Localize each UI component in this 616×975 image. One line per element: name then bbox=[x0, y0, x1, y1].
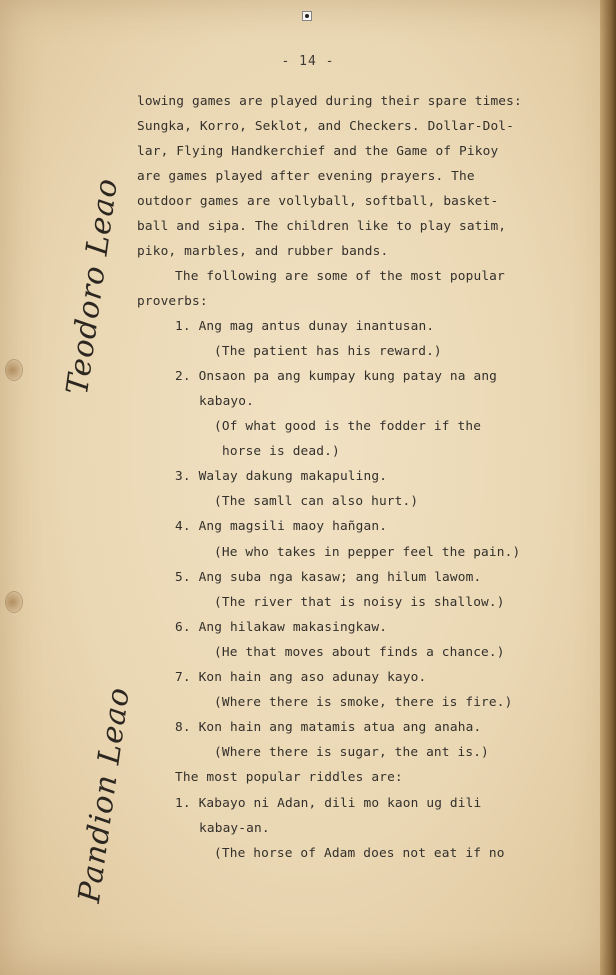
text-line: outdoor games are vollyball, softball, basket- bbox=[137, 194, 499, 209]
proverb-item: 5. Ang suba nga kasaw; ang hilum lawom. bbox=[175, 570, 482, 585]
proverb-translation: (The samll can also hurt.) bbox=[214, 494, 419, 509]
text-line: proverbs: bbox=[137, 294, 208, 309]
text-line: The following are some of the most popular bbox=[175, 269, 505, 284]
proverb-item: 7. Kon hain ang aso adunay kayo. bbox=[175, 670, 427, 685]
binding-marker bbox=[302, 11, 312, 21]
proverb-item: 8. Kon hain ang matamis atua ang anaha. bbox=[175, 720, 482, 735]
proverb-translation: (Of what good is the fodder if the bbox=[214, 419, 482, 434]
riddle-item: kabay-an. bbox=[199, 821, 270, 836]
text-line: lar, Flying Handkerchief and the Game of Pikoy bbox=[137, 144, 499, 159]
punch-hole-bottom bbox=[6, 592, 22, 612]
punch-hole-top bbox=[6, 360, 22, 380]
proverb-translation: (The patient has his reward.) bbox=[214, 344, 442, 359]
proverb-item: 2. Onsaon pa ang kumpay kung patay na ang bbox=[175, 369, 498, 384]
proverb-item: 4. Ang magsili maoy hañgan. bbox=[175, 519, 388, 534]
riddle-item: 1. Kabayo ni Adan, dili mo kaon ug dili bbox=[175, 796, 482, 811]
proverb-item: 3. Walay dakung makapuling. bbox=[175, 469, 388, 484]
proverb-translation: (He who takes in pepper feel the pain.) bbox=[214, 545, 521, 560]
text-line: The most popular riddles are: bbox=[175, 770, 403, 785]
proverb-translation: (Where there is smoke, there is fire.) bbox=[214, 695, 513, 710]
proverb-translation: horse is dead.) bbox=[222, 444, 340, 459]
signature-top: Teodoro Leao bbox=[60, 175, 126, 397]
proverb-item: 1. Ang mag antus dunay inantusan. bbox=[175, 319, 435, 334]
page-number: - 14 - bbox=[281, 54, 335, 69]
riddle-translation: (The horse of Adam does not eat if no bbox=[214, 846, 505, 861]
proverb-translation: (Where there is sugar, the ant is.) bbox=[214, 745, 489, 760]
text-line: Sungka, Korro, Seklot, and Checkers. Dollar-Dol- bbox=[137, 119, 515, 134]
text-line: ball and sipa. The children like to play satim, bbox=[137, 219, 507, 234]
signature-bottom: Pandion Leao bbox=[72, 684, 137, 905]
proverb-translation: (The river that is noisy is shallow.) bbox=[214, 595, 505, 610]
text-line: are games played after evening prayers. The bbox=[137, 169, 475, 184]
binding-edge bbox=[600, 0, 616, 975]
text-line: lowing games are played during their spare times: bbox=[137, 94, 522, 109]
proverb-item: kabayo. bbox=[199, 394, 254, 409]
proverb-item: 6. Ang hilakaw makasingkaw. bbox=[175, 620, 388, 635]
proverb-translation: (He that moves about finds a chance.) bbox=[214, 645, 505, 660]
text-line: piko, marbles, and rubber bands. bbox=[137, 244, 389, 259]
